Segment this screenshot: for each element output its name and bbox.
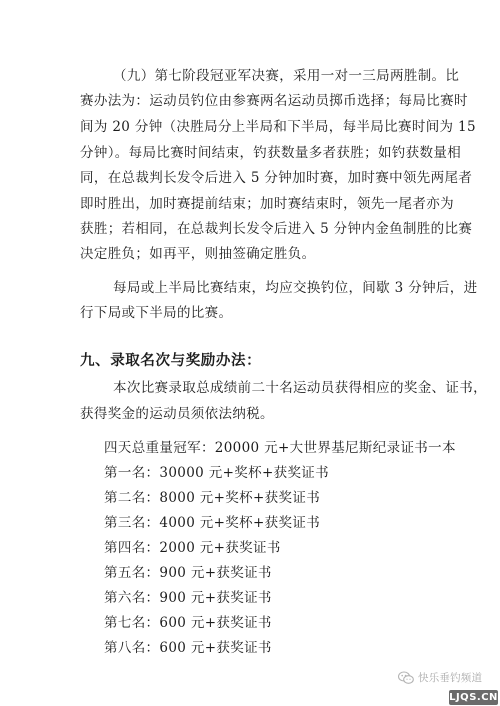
awards-intro-line: 本次比赛录取总成绩前二十名运动员获得相应的奖金、证书， <box>113 380 487 396</box>
prize-item: 第五名：900 元+获奖证书 <box>104 565 272 581</box>
stage7-line: 决定胜负；如再平，则抽签确定胜负。 <box>80 246 316 262</box>
half-round-line: 每局或上半局比赛结束，均应交换钓位，间歇 3 分钟后，进 <box>113 280 478 296</box>
prize-item: 第六名：900 元+获奖证书 <box>104 590 272 606</box>
stage7-line: （九）第七阶段冠亚军决赛，采用一对一三局两胜制。比 <box>113 68 460 84</box>
prize-item: 第一名：30000 元+奖杯+获奖证书 <box>104 465 330 481</box>
prize-item: 第八名：600 元+获奖证书 <box>104 640 272 656</box>
section-nine-heading: 九、录取名次与奖励办法： <box>80 353 262 369</box>
prize-item: 第四名：2000 元+获奖证书 <box>104 540 281 556</box>
prize-item: 四天总重量冠军：20000 元+大世界基尼斯纪录证书一本 <box>104 440 456 456</box>
watermark-text: 快乐垂钓频道 <box>418 672 483 684</box>
wechat-icon <box>398 671 414 685</box>
stage7-line: 同，在总裁判长发令后进入 5 分钟加时赛，加时赛中领先两尾者 <box>80 170 473 186</box>
stage7-line: 获胜；若相同，在总裁判长发令后进入 5 分钟内金鱼制胜的比赛 <box>80 221 473 237</box>
prize-item: 第三名：4000 元+奖杯+获奖证书 <box>104 515 321 531</box>
stage7-line: 间为 20 分钟（决胜局分上半局和下半局，每半局比赛时间为 15 <box>80 119 476 135</box>
prize-item: 第七名：600 元+获奖证书 <box>104 615 272 631</box>
stage7-line: 赛办法为：运动员钓位由参赛两名运动员掷币选择；每局比赛时 <box>80 93 468 109</box>
stage7-line: 即时胜出，加时赛提前结束；加时赛结束时，领先一尾者亦为 <box>80 196 454 212</box>
stage7-line: 分钟）。每局比赛时间结束，钓获数量多者获胜；如钓获数量相 <box>80 145 462 161</box>
prize-item: 第二名：8000 元+奖杯+获奖证书 <box>104 490 321 506</box>
awards-intro-line: 获得奖金的运动员须依法纳税。 <box>80 406 274 422</box>
half-round-line: 行下局或下半局的比赛。 <box>80 305 233 321</box>
wechat-watermark <box>398 670 482 685</box>
site-badge: LJQS.CN <box>449 692 498 703</box>
